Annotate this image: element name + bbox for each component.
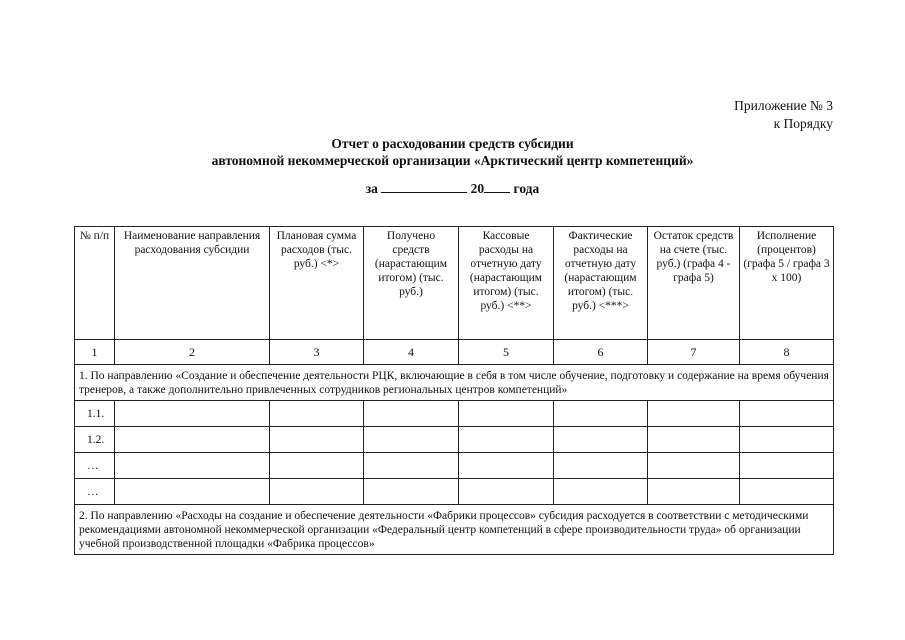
header-cell: Плановая сумма расходов (тыс. руб.) <*> bbox=[270, 227, 364, 340]
table-cell[interactable] bbox=[648, 427, 740, 453]
table-cell[interactable] bbox=[364, 401, 459, 427]
period-year-prefix: 20 bbox=[470, 181, 485, 196]
table-cell[interactable] bbox=[270, 401, 364, 427]
table-cell[interactable] bbox=[740, 453, 834, 479]
table-row bbox=[75, 401, 834, 427]
report-title-line2: автономной некоммерческой организации «Арктический центр компетенций» bbox=[211, 153, 694, 168]
expense-report-table bbox=[74, 226, 834, 555]
report-title bbox=[0, 135, 905, 169]
column-number: 7 bbox=[648, 340, 740, 365]
row-index: … bbox=[75, 453, 115, 479]
period-blank-field[interactable] bbox=[381, 180, 467, 193]
table-cell[interactable] bbox=[740, 401, 834, 427]
appendix-reference bbox=[734, 97, 833, 133]
table-cell[interactable] bbox=[364, 427, 459, 453]
column-number: 1 bbox=[75, 340, 115, 365]
period-prefix: за bbox=[365, 181, 378, 196]
table-cell[interactable] bbox=[740, 427, 834, 453]
table-cell[interactable] bbox=[364, 479, 459, 505]
table-cell[interactable] bbox=[459, 479, 554, 505]
table-cell[interactable] bbox=[459, 427, 554, 453]
section-row bbox=[75, 505, 834, 555]
header-cell: Фактические расходы на отчетную дату (нарастающим итогом) (тыс. руб.) <***> bbox=[554, 227, 648, 340]
table-cell[interactable] bbox=[740, 479, 834, 505]
table-cell[interactable] bbox=[270, 479, 364, 505]
table-cell[interactable] bbox=[270, 427, 364, 453]
table-cell[interactable] bbox=[115, 401, 270, 427]
table-cell[interactable] bbox=[115, 427, 270, 453]
column-number: 4 bbox=[364, 340, 459, 365]
header-cell: № п/п bbox=[75, 227, 115, 340]
header-cell: Кассовые расходы на отчетную дату (нарастающим итогом) (тыс. руб.) <**> bbox=[459, 227, 554, 340]
table-cell[interactable] bbox=[115, 453, 270, 479]
table-cell[interactable] bbox=[115, 479, 270, 505]
table-cell[interactable] bbox=[459, 453, 554, 479]
table-row bbox=[75, 427, 834, 453]
table-cell[interactable] bbox=[364, 453, 459, 479]
section-1-heading: 1. По направлению «Создание и обеспечение деятельности РЦК, включающие в себя в том числе обучение, подготовку и содержание на время обучения тренеров, а также дополнительно привлеченных сотрудников региональных центров компетенций» bbox=[75, 365, 834, 401]
table-cell[interactable] bbox=[554, 427, 648, 453]
report-title-line1: Отчет о расходовании средств субсидии bbox=[331, 136, 574, 151]
table-row bbox=[75, 453, 834, 479]
table-cell[interactable] bbox=[270, 453, 364, 479]
header-cell: Наименование направления расходования субсидии bbox=[115, 227, 270, 340]
table-cell[interactable] bbox=[648, 453, 740, 479]
table-cell[interactable] bbox=[648, 401, 740, 427]
header-cell: Остаток средств на счете (тыс. руб.) (графа 4 - графа 5) bbox=[648, 227, 740, 340]
row-index: … bbox=[75, 479, 115, 505]
column-number-row bbox=[75, 340, 834, 365]
section-row bbox=[75, 365, 834, 401]
appendix-order: к Порядку bbox=[773, 116, 833, 131]
row-index: 1.2. bbox=[75, 427, 115, 453]
row-index: 1.1. bbox=[75, 401, 115, 427]
section-2-heading: 2. По направлению «Расходы на создание и обеспечение деятельности «Фабрики процессов» субсидия расходуется в соответствии с методическими рекомендациями автономной некоммерческой организации «Федеральный центр компетенций в сфере производительности труда» об организации учебной производственной площадки «Фабрика процессов» bbox=[75, 505, 834, 555]
table-cell[interactable] bbox=[554, 479, 648, 505]
column-number: 8 bbox=[740, 340, 834, 365]
table-cell[interactable] bbox=[554, 401, 648, 427]
column-number: 6 bbox=[554, 340, 648, 365]
appendix-number: Приложение № 3 bbox=[734, 98, 833, 113]
table-row bbox=[75, 479, 834, 505]
column-number: 3 bbox=[270, 340, 364, 365]
table-header-row bbox=[75, 227, 834, 340]
table-cell[interactable] bbox=[459, 401, 554, 427]
table-cell[interactable] bbox=[554, 453, 648, 479]
table-cell[interactable] bbox=[648, 479, 740, 505]
period-suffix: года bbox=[513, 181, 540, 196]
period-year-blank[interactable] bbox=[484, 180, 510, 193]
header-cell: Получено средств (нарастающим итогом) (тыс. руб.) bbox=[364, 227, 459, 340]
header-cell: Исполнение (процентов) (графа 5 / графа 3 x 100) bbox=[740, 227, 834, 340]
column-number: 5 bbox=[459, 340, 554, 365]
report-period bbox=[0, 180, 905, 197]
column-number: 2 bbox=[115, 340, 270, 365]
